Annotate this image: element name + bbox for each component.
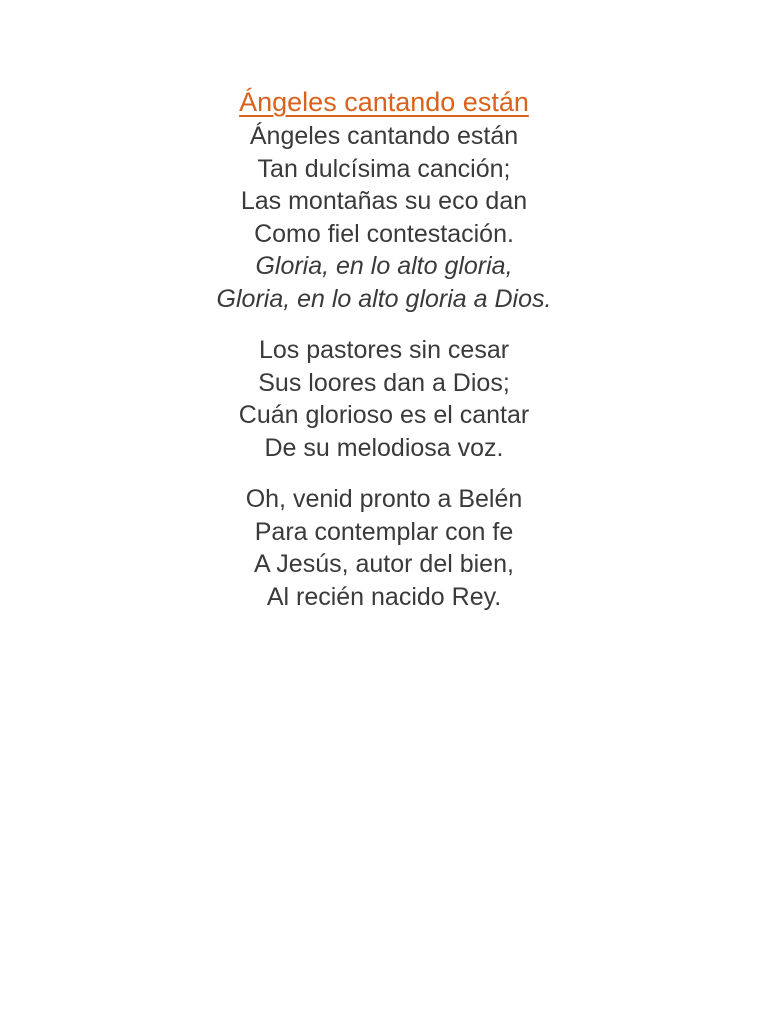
lyric-line: A Jesús, autor del bien, [254,550,514,578]
song-page [0,84,768,613]
lyric-line: Como fiel contestación. [254,219,514,248]
lyric-line: Sus loores dan a Dios; [258,368,510,397]
song-title-link[interactable]: Ángeles cantando están [239,87,529,117]
lyric-line: Cuán glorioso es el cantar [238,401,530,429]
stanza-3 [0,483,768,613]
lyric-line: Al recién nacido Rey. [266,582,502,611]
lyric-line: Oh, venid pronto a Belén [245,485,523,513]
lyric-line: Tan dulcísima canción; [257,154,511,183]
refrain-line: Gloria, en lo alto gloria, [255,252,513,280]
lyric-line: Para contemplar con fe [254,517,514,546]
refrain-line: Gloria, en lo alto gloria a Dios. [216,284,552,313]
lyric-line: Los pastores sin cesar [258,336,510,364]
lyric-line: Las montañas su eco dan [240,187,528,215]
lyric-line: Ángeles cantando están [249,122,519,150]
stanza-2 [0,334,768,464]
stanza-1 [0,120,768,315]
lyric-line: De su melodiosa voz. [264,433,504,462]
